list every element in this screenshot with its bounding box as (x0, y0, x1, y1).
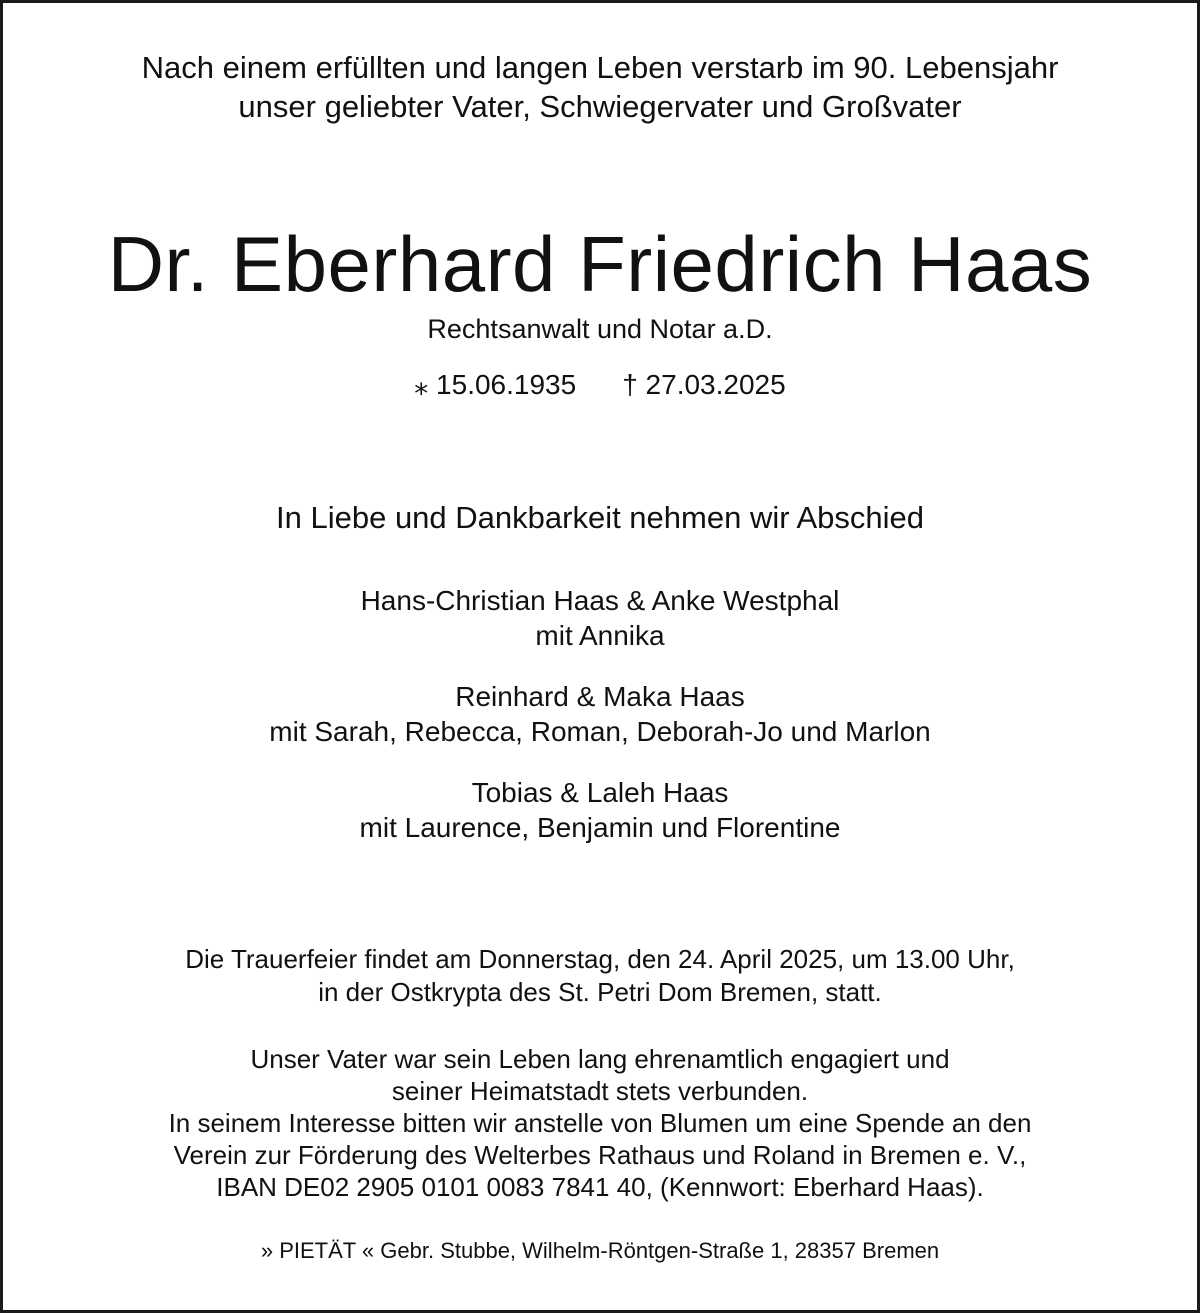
death-date: † 27.03.2025 (622, 369, 786, 400)
donation-line-1: Unser Vater war sein Leben lang ehrenamtlich engagiert und (250, 1044, 950, 1074)
farewell-text: In Liebe und Dankbarkeit nehmen wir Abschied (276, 500, 924, 535)
life-dates (3, 371, 1197, 399)
family-3-names: Tobias & Laleh Haas (471, 777, 729, 808)
undertaker-line: » PIETÄT « Gebr. Stubbe, Wilhelm-Röntgen-Straße 1, 28357 Bremen (260, 1238, 940, 1263)
birth-date: ⁎ 15.06.1935 (414, 369, 577, 400)
donation-line-3: In seinem Interesse bitten wir anstelle von Blumen um eine Spende an den (168, 1108, 1032, 1138)
family-3-children: mit Laurence, Benjamin und Florentine (359, 812, 841, 843)
ceremony-line-2: in der Ostkrypta des St. Petri Dom Bremen, statt. (318, 977, 882, 1007)
intro-line-1: Nach einem erfüllten und langen Leben verstarb im 90. Lebensjahr (141, 50, 1059, 85)
donation-line-5: IBAN DE02 2905 0101 0083 7841 40, (Kennwort: Eberhard Haas). (216, 1172, 984, 1202)
family-1-names: Hans-Christian Haas & Anke Westphal (360, 585, 840, 616)
family-2-children: mit Sarah, Rebecca, Roman, Deborah-Jo und Marlon (269, 716, 931, 747)
deceased-profession: Rechtsanwalt und Notar a.D. (427, 314, 773, 344)
family-1-children: mit Annika (535, 620, 665, 651)
intro-line-2: unser geliebter Vater, Schwiegervater und Großvater (238, 89, 962, 124)
deceased-name: Dr. Eberhard Friedrich Haas (107, 220, 1093, 308)
donation-line-2: seiner Heimatstadt stets verbunden. (391, 1076, 809, 1106)
ceremony-line-1: Die Trauerfeier findet am Donnerstag, den 24. April 2025, um 13.00 Uhr, (185, 944, 1015, 974)
donation-line-4: Verein zur Förderung des Welterbes Rathaus und Roland in Bremen e. V., (173, 1140, 1027, 1170)
family-2-names: Reinhard & Maka Haas (455, 681, 745, 712)
